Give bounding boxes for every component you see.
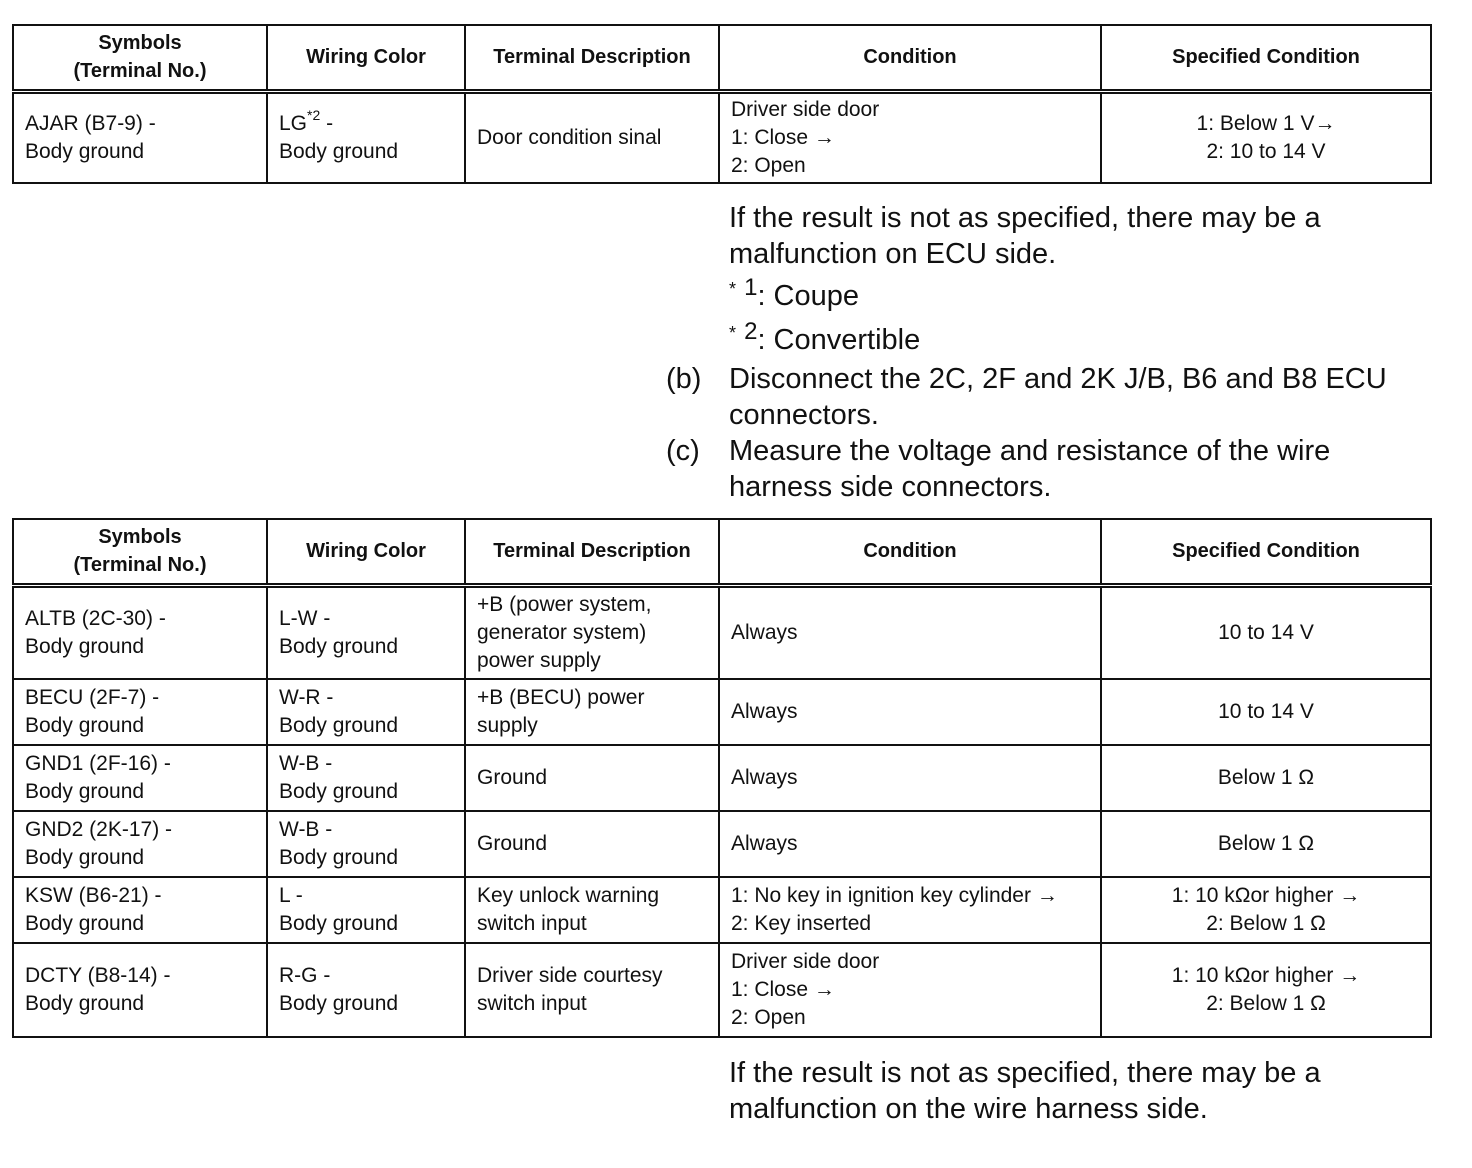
cell-condition: Always: [719, 679, 1101, 745]
cell-condition: Driver side door 1: Close → 2: Open: [719, 943, 1101, 1037]
step-c-label: (c): [666, 435, 700, 467]
cell-specified: 1: Below 1 V→ 2: 10 to 14 V: [1101, 91, 1431, 183]
cell-description: Driver side courtesy switch input: [465, 943, 719, 1037]
cell-condition: 1: No key in ignition key cylinder → 2: Key inserted: [719, 877, 1101, 943]
header-terminal-description: Terminal Description: [465, 519, 719, 585]
cell-specified: 1: 10 kΩor higher → 2: Below 1 Ω: [1101, 877, 1431, 943]
table-row: [13, 811, 1431, 877]
cell-wiring-color: W-R - Body ground: [267, 679, 465, 745]
cell-specified: 10 to 14 V: [1101, 585, 1431, 679]
table-row: [13, 679, 1431, 745]
cell-description: +B (power system, generator system) power supply: [465, 585, 719, 679]
cell-condition: Always: [719, 585, 1101, 679]
cell-wiring-color: L-W - Body ground: [267, 585, 465, 679]
table-header-row: [13, 25, 1431, 91]
header-terminal-description: Terminal Description: [465, 25, 719, 91]
cell-description: +B (BECU) power supply: [465, 679, 719, 745]
cell-specified: 10 to 14 V: [1101, 679, 1431, 745]
header-symbols: Symbols (Terminal No.): [13, 519, 267, 585]
cell-description: Ground: [465, 811, 719, 877]
cell-symbol: BECU (2F-7) - Body ground: [13, 679, 267, 745]
cell-symbol: ALTB (2C-30) - Body ground: [13, 585, 267, 679]
cell-wiring-color: L - Body ground: [267, 877, 465, 943]
cell-specified: Below 1 Ω: [1101, 745, 1431, 811]
header-specified-condition: Specified Condition: [1101, 25, 1431, 91]
cell-symbol: DCTY (B8-14) - Body ground: [13, 943, 267, 1037]
terminal-table-ecu-side: [12, 24, 1432, 184]
footnote-coupe: * $^1$: Coupe: [729, 274, 860, 312]
result-note-ecu: If the result is not as specified, there may be a malfunction on ECU side.: [729, 202, 1321, 270]
cell-symbol: GND2 (2K-17) - Body ground: [13, 811, 267, 877]
cell-condition: Always: [719, 811, 1101, 877]
table-row: [13, 585, 1431, 679]
table-row: [13, 877, 1431, 943]
table-row: [13, 943, 1431, 1037]
step-b-label: (b): [666, 363, 702, 395]
footnote-convertible: * $^2$: Convertible: [729, 318, 921, 356]
header-wiring-color: Wiring Color: [267, 519, 465, 585]
cell-symbol: KSW (B6-21) - Body ground: [13, 877, 267, 943]
cell-condition: Driver side door 1: Close → 2: Open: [719, 91, 1101, 183]
result-note-harness: If the result is not as specified, there may be a malfunction on the wire harness side.: [729, 1057, 1321, 1125]
table-row: [13, 91, 1431, 183]
cell-wiring-color: W-B - Body ground: [267, 745, 465, 811]
terminal-table-wire-harness: [12, 518, 1432, 1038]
cell-specified: 1: 10 kΩor higher → 2: Below 1 Ω: [1101, 943, 1431, 1037]
table-header-row: [13, 519, 1431, 585]
table-row: [13, 745, 1431, 811]
cell-wiring-color: W-B - Body ground: [267, 811, 465, 877]
cell-description: Door condition sinal: [465, 91, 719, 183]
cell-symbol: AJAR (B7-9) - Body ground: [13, 91, 267, 183]
cell-description: Key unlock warning switch input: [465, 877, 719, 943]
cell-description: Ground: [465, 745, 719, 811]
step-c-text: Measure the voltage and resistance of the wire harness side connectors.: [729, 435, 1331, 503]
cell-condition: Always: [719, 745, 1101, 811]
header-condition: Condition: [719, 519, 1101, 585]
step-b-text: Disconnect the 2C, 2F and 2K J/B, B6 and B8 ECU connectors.: [729, 363, 1387, 431]
header-wiring-color: Wiring Color: [267, 25, 465, 91]
header-condition: Condition: [719, 25, 1101, 91]
cell-wiring-color: LG$^{*2}$ - Body ground: [267, 91, 465, 183]
cell-specified: Below 1 Ω: [1101, 811, 1431, 877]
cell-symbol: GND1 (2F-16) - Body ground: [13, 745, 267, 811]
header-symbols: Symbols (Terminal No.): [13, 25, 267, 91]
header-specified-condition: Specified Condition: [1101, 519, 1431, 585]
table2-body: [13, 585, 1431, 1037]
cell-wiring-color: R-G - Body ground: [267, 943, 465, 1037]
